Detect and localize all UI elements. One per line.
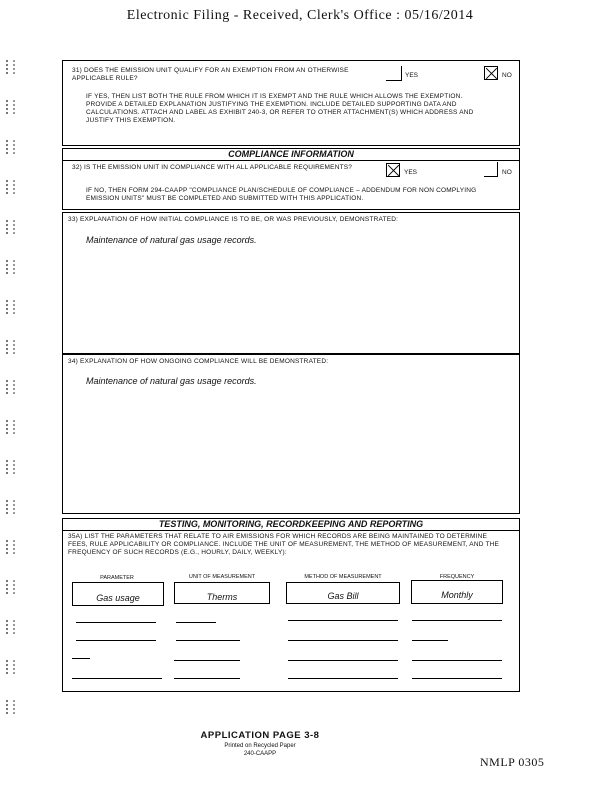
testing-header: TESTING, MONITORING, RECORDKEEPING AND REPORTING [158,519,424,529]
q33-box [62,212,520,354]
margin-scan-marks [4,60,18,740]
q31-no-checkbox[interactable] [484,66,498,80]
q32-yes-label: YES [404,169,418,176]
q31-yes-label: YES [405,72,419,79]
q31-question: 31) DOES THE EMISSION UNIT QUALIFY FOR AN EXEMPTION FROM AN OTHERWISE APPLICABLE RULE? [72,67,349,82]
q32-note: IF NO, THEN FORM 294-CAAPP "COMPLIANCE PLAN/SCHEDULE OF COMPLIANCE – ADDENDUM FOR NON COMPLYING EMISSION UNITS" MUST BE COMPLETED AND SUBMITTED WITH THIS APPLICATION. [86,187,477,202]
row-unit[interactable]: Therms [206,592,238,602]
printed-note: Printed on Recycled Paper [224,743,296,749]
q31-no-label: NO [502,72,512,79]
q33-answer[interactable]: Maintenance of natural gas usage records. [86,235,257,245]
filing-stamp: Electronic Filing - Received, Clerk's Office : 05/16/2014 [126,8,474,23]
q33-question: 33) EXPLANATION OF HOW INITIAL COMPLIANCE IS TO BE, OR WAS PREVIOUSLY, DEMONSTRATED: [68,216,399,223]
col-method: METHOD OF MEASUREMENT [304,574,382,580]
document-id: NMLP 0305 [480,755,545,769]
q32-question: 32) IS THE EMISSION UNIT IN COMPLIANCE WITH ALL APPLICABLE REQUIREMENTS? [72,164,353,171]
q35-question: 35A) LIST THE PARAMETERS THAT RELATE TO AIR EMISSIONS FOR WHICH RECORDS ARE BEING MAINTAINED TO DETERMINE FEES, RULE APPLICABILITY OR COMPLIANCE. INCLUDE THE UNIT OF MEASUREMENT, THE METHOD OF MEASUREMENT, AND THE FREQUENCY OF SUCH RECORDS (E.G., HOURLY, DAILY, WEEKLY): [68,533,500,556]
row-frequency[interactable]: Monthly [441,590,473,600]
row-method[interactable]: Gas Bill [327,591,359,601]
col-frequency: FREQUENCY [439,574,475,580]
q32-yes-checkbox[interactable] [386,163,400,177]
form-number: 240-CAAPP [243,751,277,757]
row-parameter[interactable]: Gas usage [96,593,140,603]
col-unit: UNIT OF MEASUREMENT [188,574,256,580]
q32-no-label: NO [502,169,512,176]
q34-question: 34) EXPLANATION OF HOW ONGOING COMPLIANCE WILL BE DEMONSTRATED: [68,358,329,365]
compliance-header: COMPLIANCE INFORMATION [228,149,354,159]
page-title: APPLICATION PAGE 3-8 [200,730,320,741]
q31-note: IF YES, THEN LIST BOTH THE RULE FROM WHICH IT IS EXEMPT AND THE RULE WHICH ALLOWS THE EXEMPTION. PROVIDE A DETAILED EXPLANATION JUSTIFYING THE EXEMPTION. INCLUDE DETAILED SUPPORTING DATA AND CALCULATIONS. ATTACH AND LABEL AS EXHIBIT 240-3, OR REFER TO OTHER ATTACHMENT(S) WHICH ADDRESS AND JUSTIFY THIS EXEMPTION. [86,93,474,124]
q34-answer[interactable]: Maintenance of natural gas usage records. [86,376,257,386]
col-parameter: PARAMETER [100,575,134,581]
